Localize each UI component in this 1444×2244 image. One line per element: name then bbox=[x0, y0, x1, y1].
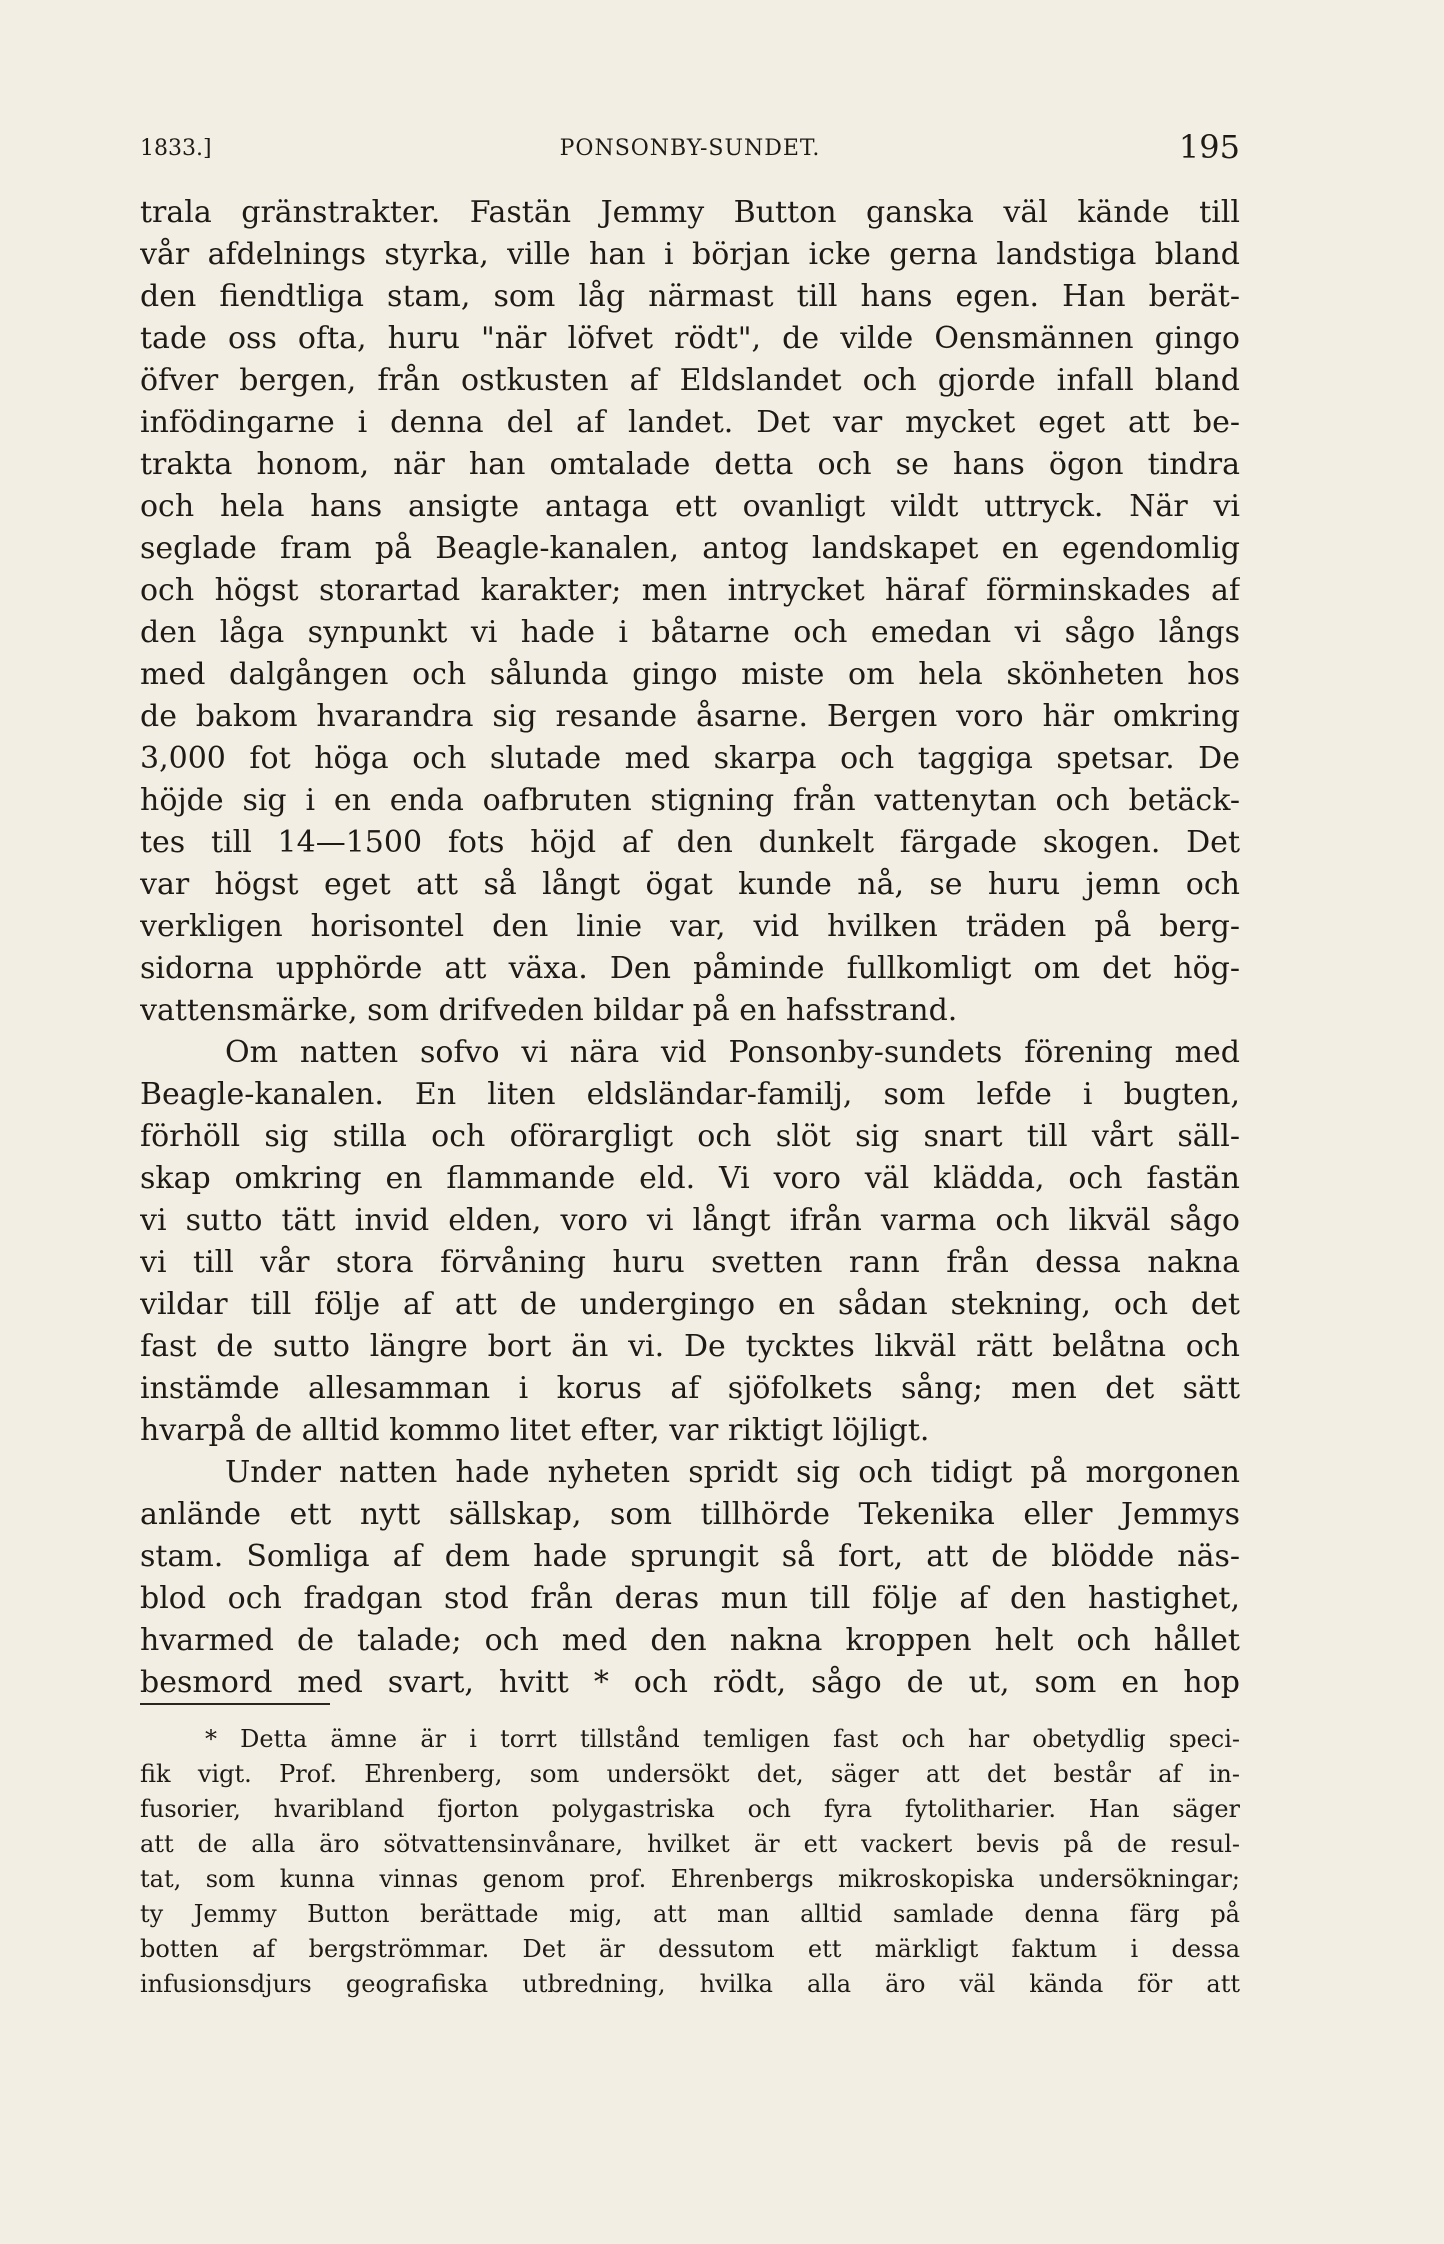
footnote-line: tat, som kunna vinnas genom prof. Ehrenbergs mikroskopiska undersökningar; bbox=[140, 1865, 1240, 1893]
text-line: vi till vår stora förvåning huru svetten rann från dessa nakna bbox=[140, 1245, 1240, 1280]
text-line: var högst eget att så långt ögat kunde nå, se huru jemn och bbox=[140, 867, 1240, 902]
text-line: instämde allesamman i korus af sjöfolkets sång; men det sätt bbox=[140, 1371, 1240, 1406]
footnote-line: infusionsdjurs geografiska utbredning, hvilka alla äro väl kända för att bbox=[140, 1970, 1240, 1998]
text-line: med dalgången och sålunda gingo miste om hela skönheten hos bbox=[140, 657, 1240, 692]
footnote-line: botten af bergströmmar. Det är dessutom ett märkligt faktum i dessa bbox=[140, 1935, 1240, 1963]
text-line: Om natten sofvo vi nära vid Ponsonby-sundets förening med bbox=[225, 1035, 1240, 1070]
footnote-line: fusorier, hvaribland fjorton polygastriska och fyra fytolitharier. Han säger bbox=[140, 1795, 1240, 1823]
text-line: höjde sig i en enda oafbruten stigning från vattenytan och betäck- bbox=[140, 783, 1240, 818]
page-number: 195 bbox=[1178, 128, 1240, 166]
text-line: anlände ett nytt sällskap, som tillhörde Tekenika eller Jemmys bbox=[140, 1497, 1240, 1532]
text-line: Under natten hade nyheten spridt sig och tidigt på morgonen bbox=[225, 1455, 1240, 1490]
running-head bbox=[140, 128, 1240, 168]
chapter-year: 1833.] bbox=[140, 136, 212, 161]
text-line: de bakom hvarandra sig resande åsarne. Bergen voro här omkring bbox=[140, 699, 1240, 734]
text-line: Beagle-kanalen. En liten eldsländar-familj, som lefde i bugten, bbox=[140, 1077, 1240, 1112]
footnote-divider bbox=[140, 1703, 330, 1705]
text-line: och hela hans ansigte antaga ett ovanligt vildt uttryck. När vi bbox=[140, 489, 1240, 524]
footnote-line: ty Jemmy Button berättade mig, att man alltid samlade denna färg på bbox=[140, 1900, 1240, 1928]
footnote bbox=[140, 1722, 1240, 2002]
text-line: trakta honom, när han omtalade detta och se hans ögon tindra bbox=[140, 447, 1240, 482]
text-line: infödingarne i denna del af landet. Det var mycket eget att be- bbox=[140, 405, 1240, 440]
text-line: och högst storartad karakter; men intrycket häraf förminskades af bbox=[140, 573, 1240, 608]
text-line: besmord med svart, hvitt * och rödt, sågo de ut, som en hop bbox=[140, 1665, 1240, 1700]
footnote-line: att de alla äro sötvattensinvånare, hvilket är ett vackert bevis på de resul- bbox=[140, 1830, 1240, 1858]
text-line: tade oss ofta, huru "när löfvet rödt", de vilde Oensmännen gingo bbox=[140, 321, 1240, 356]
text-line: hvarmed de talade; och med den nakna kroppen helt och hållet bbox=[140, 1623, 1240, 1658]
text-line: hvarpå de alltid kommo litet efter, var riktigt löjligt. bbox=[140, 1413, 930, 1448]
text-line: skap omkring en flammande eld. Vi voro väl klädda, och fastän bbox=[140, 1161, 1240, 1196]
text-line: vildar till följe af att de undergingo en sådan stekning, och det bbox=[140, 1287, 1240, 1322]
text-line: trala gränstrakter. Fastän Jemmy Button ganska väl kände till bbox=[140, 195, 1240, 230]
text-line: blod och fradgan stod från deras mun till följe af den hastighet, bbox=[140, 1581, 1240, 1616]
footnote-line: * Detta ämne är i torrt tillstånd temligen fast och har obetydlig speci- bbox=[205, 1725, 1240, 1753]
running-title: PONSONBY-SUNDET. bbox=[559, 136, 821, 161]
text-line: stam. Somliga af dem hade sprungit så fort, att de blödde näs- bbox=[140, 1539, 1240, 1574]
text-line: förhöll sig stilla och oförargligt och slöt sig snart till vårt säll- bbox=[140, 1119, 1240, 1154]
text-line: vi sutto tätt invid elden, voro vi långt ifrån varma och likväl sågo bbox=[140, 1203, 1240, 1238]
body-text bbox=[140, 192, 1240, 1704]
text-line: fast de sutto längre bort än vi. De tycktes likväl rätt belåtna och bbox=[140, 1329, 1240, 1364]
text-line: öfver bergen, från ostkusten af Eldslandet och gjorde infall bland bbox=[140, 363, 1240, 398]
text-line: seglade fram på Beagle-kanalen, antog landskapet en egendomlig bbox=[140, 531, 1240, 566]
text-line: verkligen horisontel den linie var, vid hvilken träden på berg- bbox=[140, 909, 1240, 944]
text-line: den fiendtliga stam, som låg närmast till hans egen. Han berät- bbox=[140, 279, 1240, 314]
text-line: vattensmärke, som drifveden bildar på en hafsstrand. bbox=[140, 993, 958, 1028]
text-line: tes till 14—1500 fots höjd af den dunkelt färgade skogen. Det bbox=[140, 825, 1240, 860]
text-line: vår afdelnings styrka, ville han i början icke gerna landstiga bland bbox=[140, 237, 1240, 272]
text-line: den låga synpunkt vi hade i båtarne och emedan vi sågo långs bbox=[140, 615, 1240, 650]
text-line: sidorna upphörde att växa. Den påminde fullkomligt om det hög- bbox=[140, 951, 1240, 986]
text-line: 3,000 fot höga och slutade med skarpa och taggiga spetsar. De bbox=[140, 741, 1240, 776]
footnote-line: fik vigt. Prof. Ehrenberg, som undersökt det, säger att det består af in- bbox=[140, 1760, 1240, 1788]
